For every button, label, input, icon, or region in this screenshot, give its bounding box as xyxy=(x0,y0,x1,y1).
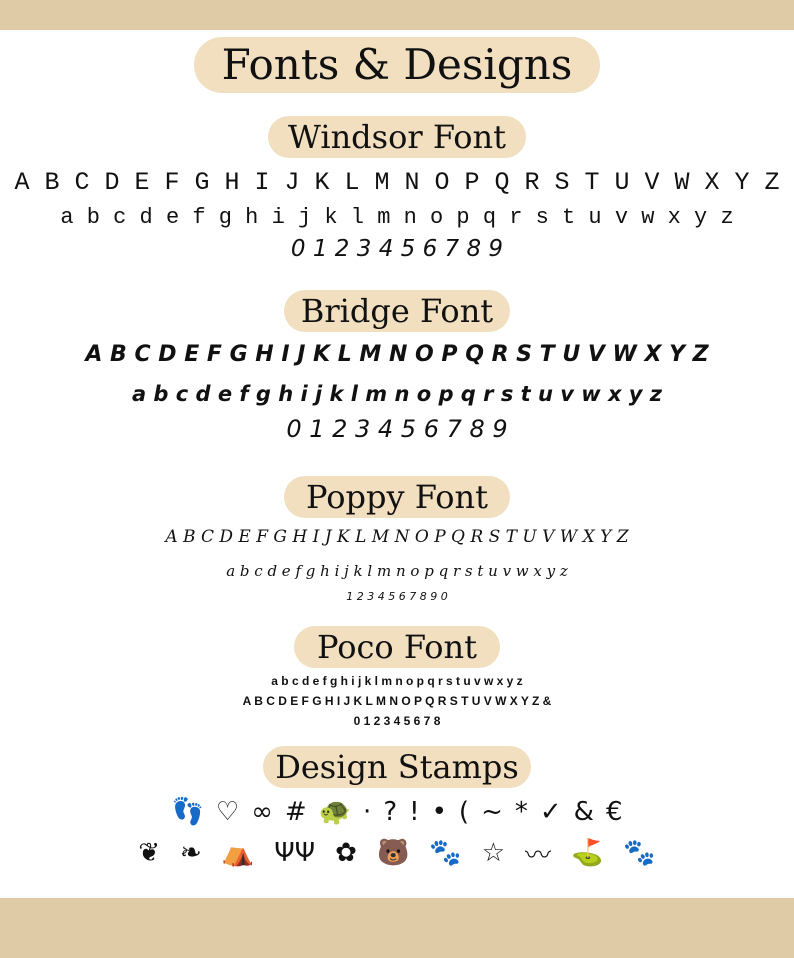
windsor-uppercase: A B C D E F G H I J K L M N O P Q R S T U V W X Y Z xyxy=(14,168,780,197)
bullet-icon: • xyxy=(431,797,447,827)
butterfly-icon: ❦ xyxy=(138,838,161,868)
asterisk-icon: * xyxy=(514,797,528,827)
stamp-row-1 xyxy=(0,792,794,832)
turtle-icon: 🐢 xyxy=(318,797,352,827)
poco-lowercase: a b c d e f g h i j k l m n o p q r s t u v w x y z xyxy=(271,674,523,688)
leaf-branch-icon: ❧ xyxy=(180,838,202,868)
stamp-row-2 xyxy=(0,834,794,872)
ampersand-icon: & xyxy=(573,797,594,827)
bear-icon: 🐻 xyxy=(376,838,410,868)
windsor-font-title: Windsor Font xyxy=(268,116,526,158)
bridge-lowercase: a b c d e f g h i j k l m n o p q r s t u v w x y z xyxy=(131,382,663,406)
antlers-icon: ΨΨ xyxy=(274,838,316,868)
poppy-lowercase: a b c d e f g h i j k l m n o p q r s t u v w x y z xyxy=(226,562,568,580)
poco-uppercase: A B C D E F G H I J K L M N O P Q R S T U V W X Y Z & xyxy=(242,694,552,708)
golf-flag-icon: ⛳ xyxy=(571,838,604,868)
design-stamps-title: Design Stamps xyxy=(263,746,531,788)
poppy-numbers: 1 2 3 4 5 6 7 8 9 0 xyxy=(346,590,448,603)
poppy-uppercase: A B C D E F G H I J K L M N O P Q R S T U V W X Y Z xyxy=(165,527,629,547)
question-mark-icon: ? xyxy=(383,797,398,827)
footprints-icon: 👣 xyxy=(171,797,204,827)
wave-icon: 〰 xyxy=(525,840,552,871)
hashtag-icon: # xyxy=(284,797,307,827)
flower-icon: ✿ xyxy=(335,838,357,868)
page-title: Fonts & Designs xyxy=(194,37,600,93)
small-heart-icon: ♡ xyxy=(215,797,240,827)
checkmark-icon: ✓ xyxy=(539,797,562,827)
open-paren-icon: ( xyxy=(458,797,470,827)
poppy-font-title: Poppy Font xyxy=(284,476,510,518)
bear-cub-icon: 🐾 xyxy=(429,838,462,868)
top-banner xyxy=(0,0,794,30)
bridge-font-title: Bridge Font xyxy=(284,290,510,332)
bottom-banner xyxy=(0,898,794,958)
tilde-icon: ~ xyxy=(481,797,503,827)
infinity-icon: ∞ xyxy=(251,797,273,827)
paw-print-icon: 🐾 xyxy=(623,838,656,868)
windsor-lowercase: a b c d e f g h i j k l m n o p q r s t u v w x y z xyxy=(60,205,734,230)
exclamation-icon: ! xyxy=(409,797,420,827)
dot-icon: · xyxy=(363,797,372,827)
bridge-uppercase: A B C D E F G H I J K L M N O P Q R S T U V W X Y Z xyxy=(85,342,709,367)
poco-numbers: 0 1 2 3 4 5 6 7 8 xyxy=(353,714,441,728)
euro-icon: € xyxy=(605,797,623,827)
tent-icon: ⛺ xyxy=(221,838,255,868)
poco-font-title: Poco Font xyxy=(294,626,500,668)
bridge-numbers: 0 1 2 3 4 5 6 7 8 9 xyxy=(286,415,508,443)
star-icon: ☆ xyxy=(481,838,505,868)
windsor-numbers: 0 1 2 3 4 5 6 7 8 9 xyxy=(290,236,504,262)
